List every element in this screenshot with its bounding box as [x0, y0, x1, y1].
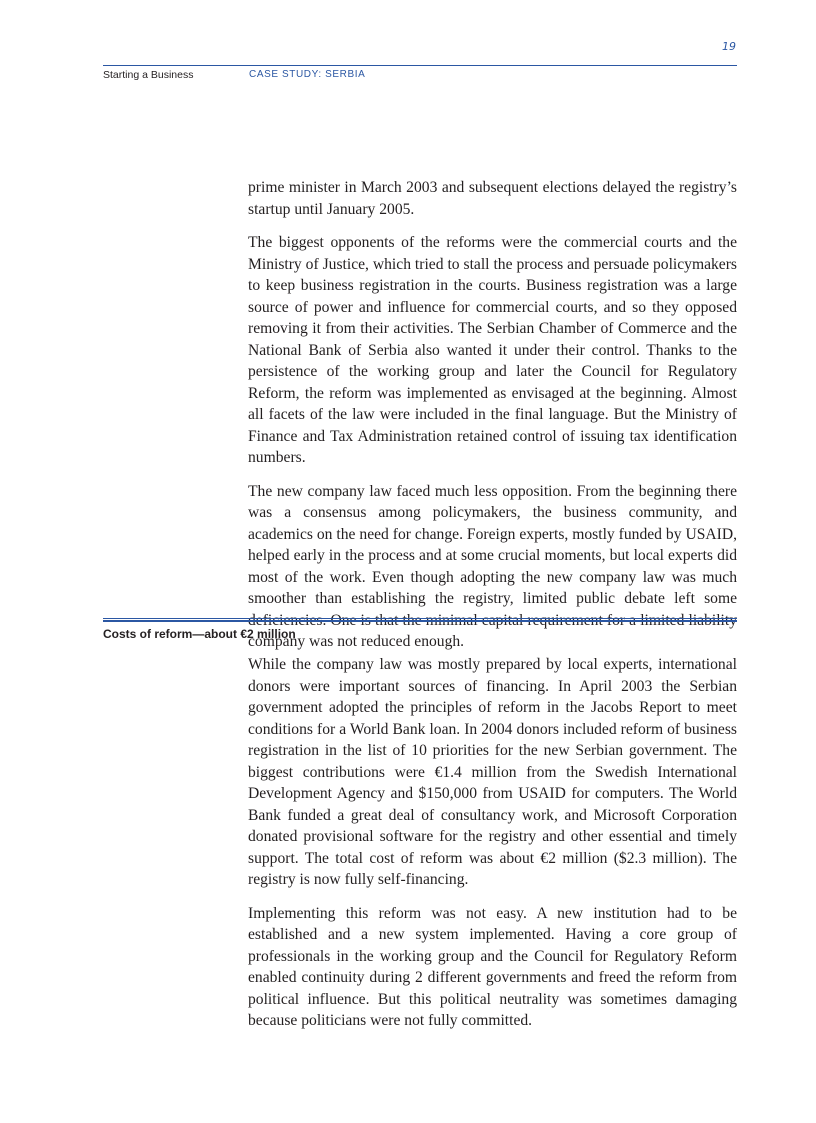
- running-head-chapter: CASE STUDY: SERBIA: [249, 69, 366, 80]
- header-rule: [103, 65, 737, 66]
- running-head-section: Starting a Business: [103, 69, 194, 81]
- page-number: 19: [722, 40, 736, 53]
- paragraph: Implementing this reform was not easy. A new institution had to be established and a new system implemented. Having a core group of professionals in the working group and the Council for Regulatory Reform enabled continuity during 2 different governments and freed the reform from political influence. But this political neutrality was sometimes damaging because politicians were not fully committed.: [248, 904, 737, 1029]
- paragraph: While the company law was mostly prepared by local experts, international donors were important sources of financing. In April 2003 the Serbian government adopted the principles of reform in the Jacobs Report to meet conditions for a World Bank loan. In 2004 donors included reform of business registration in the list of 10 priorities for the new Serbian government. The biggest contributions were €1.4 million from the Swedish International Development Agency and $150,000 from USAID for computers. The World Bank funded a great deal of consultancy work, and Microsoft Corporation donated provisional software for the registry and other essential and timely support. The total cost of reform was about €2 million ($2.3 million). The registry is now fully self-financing.: [248, 656, 737, 888]
- section-rule: [103, 618, 737, 622]
- paragraph: prime minister in March 2003 and subsequent elections delayed the registry’s startup until January 2005.: [248, 179, 737, 218]
- body-text-top: [248, 177, 737, 665]
- paragraph: The new company law faced much less opposition. From the beginning there was a consensus among policymakers, the business community, and academics on the need for change. Foreign experts, mostly funded by USAID, helped early in the process and at some crucial moments, but local experts did most of the work. Even though adopting the new company law was much smoother than establishing the registry, limited public debate left some deficiencies. One is that the minimal capital requirement for a limited liability company was not reduced enough.: [248, 482, 737, 650]
- paragraph: The biggest opponents of the reforms were the commercial courts and the Ministry of Justice, which tried to stall the process and persuade policymakers to keep business registration in the courts. Business registration was a large source of power and influence for commercial courts, and so they opposed removing it from their activities. The Serbian Chamber of Commerce and the National Bank of Serbia also wanted it under their control. Thanks to the persistence of the working group and later the Council for Regulatory Reform, the reform was implemented as envisaged at the beginning. Almost all facets of the law were included in the final language. But the Ministry of Finance and Tax Administration retained control of issuing tax identification numbers.: [248, 234, 737, 466]
- section-heading: Costs of reform—about €2 million: [103, 627, 296, 641]
- body-text-bottom: [248, 654, 737, 1044]
